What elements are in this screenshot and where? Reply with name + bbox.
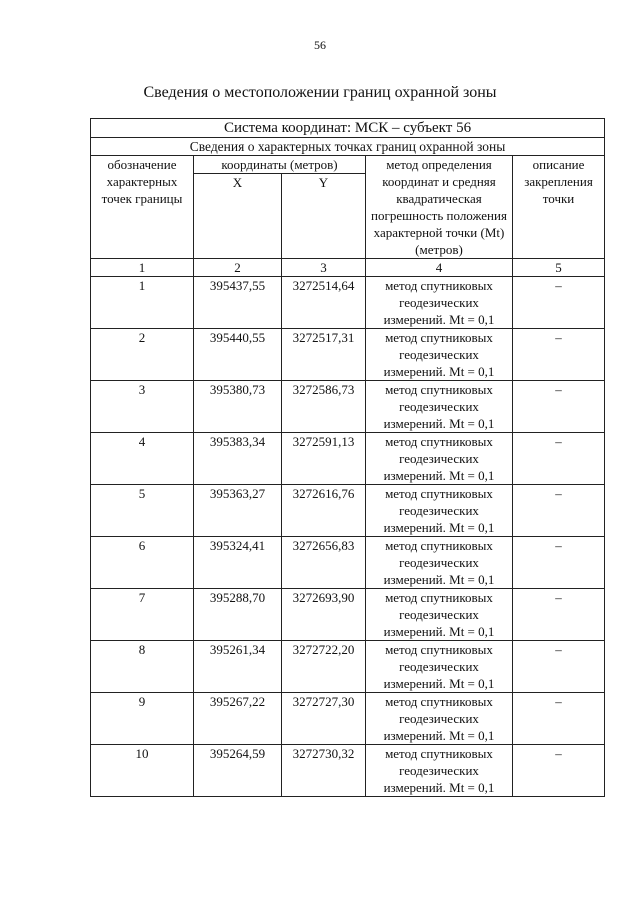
y-coordinate-cell: 3272730,32: [282, 745, 366, 797]
coordinate-system-cell: Система координат: МСК – субъект 56: [91, 119, 605, 138]
description-cell: –: [513, 693, 605, 745]
description-cell: –: [513, 745, 605, 797]
y-coordinate-cell: 3272586,73: [282, 381, 366, 433]
document-title: Сведения о местоположении границ охранной зоны: [143, 84, 497, 101]
table-row: [91, 381, 605, 433]
description-cell: –: [513, 641, 605, 693]
table-row: [91, 693, 605, 745]
x-coordinate-cell: 395380,73: [194, 381, 282, 433]
y-coordinate-cell: 3272591,13: [282, 433, 366, 485]
table-row: [91, 277, 605, 329]
point-number-cell: 8: [91, 641, 194, 693]
y-coordinate-cell: 3272616,76: [282, 485, 366, 537]
method-cell: метод спутниковых геодезических измерений. Mt = 0,1: [366, 277, 513, 329]
x-coordinate-cell: 395383,34: [194, 433, 282, 485]
header-designation: обозначение характерных точек границы: [91, 156, 194, 259]
table-row: [91, 641, 605, 693]
header-x: X: [194, 174, 282, 259]
x-coordinate-cell: 395267,22: [194, 693, 282, 745]
column-number: 5: [513, 259, 605, 277]
point-number-cell: 5: [91, 485, 194, 537]
table-row: [91, 433, 605, 485]
x-coordinate-cell: 395363,27: [194, 485, 282, 537]
y-coordinate-cell: 3272727,30: [282, 693, 366, 745]
y-coordinate-cell: 3272722,20: [282, 641, 366, 693]
table-row: [91, 589, 605, 641]
method-cell: метод спутниковых геодезических измерений. Mt = 0,1: [366, 589, 513, 641]
header-description: описание закрепления точки: [513, 156, 605, 259]
page-number: 56: [314, 38, 326, 52]
description-cell: –: [513, 433, 605, 485]
table-row: [91, 329, 605, 381]
description-cell: –: [513, 381, 605, 433]
method-cell: метод спутниковых геодезических измерений. Mt = 0,1: [366, 693, 513, 745]
section-title-cell: Сведения о характерных точках границ охранной зоны: [91, 138, 605, 156]
point-number-cell: 10: [91, 745, 194, 797]
point-number-cell: 1: [91, 277, 194, 329]
x-coordinate-cell: 395264,59: [194, 745, 282, 797]
point-number-cell: 9: [91, 693, 194, 745]
table-body: [91, 119, 605, 797]
method-cell: метод спутниковых геодезических измерений. Mt = 0,1: [366, 433, 513, 485]
method-cell: метод спутниковых геодезических измерений. Mt = 0,1: [366, 329, 513, 381]
header-coordinates: координаты (метров): [194, 156, 366, 174]
method-cell: метод спутниковых геодезических измерений. Mt = 0,1: [366, 537, 513, 589]
method-cell: метод спутниковых геодезических измерений. Mt = 0,1: [366, 745, 513, 797]
method-cell: метод спутниковых геодезических измерений. Mt = 0,1: [366, 381, 513, 433]
description-cell: –: [513, 537, 605, 589]
column-number: 3: [282, 259, 366, 277]
y-coordinate-cell: 3272514,64: [282, 277, 366, 329]
method-cell: метод спутниковых геодезических измерений. Mt = 0,1: [366, 641, 513, 693]
column-number: 1: [91, 259, 194, 277]
point-number-cell: 2: [91, 329, 194, 381]
boundary-points-table: [90, 118, 605, 797]
y-coordinate-cell: 3272517,31: [282, 329, 366, 381]
description-cell: –: [513, 329, 605, 381]
header-y: Y: [282, 174, 366, 259]
x-coordinate-cell: 395288,70: [194, 589, 282, 641]
header-method: метод определения координат и средняя квадратическая погрешность положения характерной точки (Mt) (метров): [366, 156, 513, 259]
method-cell: метод спутниковых геодезических измерений. Mt = 0,1: [366, 485, 513, 537]
column-number-row: [91, 259, 605, 277]
x-coordinate-cell: 395261,34: [194, 641, 282, 693]
table-row: [91, 745, 605, 797]
description-cell: –: [513, 277, 605, 329]
x-coordinate-cell: 395324,41: [194, 537, 282, 589]
table-row: [91, 537, 605, 589]
table-row: [91, 485, 605, 537]
y-coordinate-cell: 3272693,90: [282, 589, 366, 641]
point-number-cell: 7: [91, 589, 194, 641]
description-cell: –: [513, 589, 605, 641]
x-coordinate-cell: 395437,55: [194, 277, 282, 329]
description-cell: –: [513, 485, 605, 537]
point-number-cell: 4: [91, 433, 194, 485]
column-number: 4: [366, 259, 513, 277]
point-number-cell: 3: [91, 381, 194, 433]
y-coordinate-cell: 3272656,83: [282, 537, 366, 589]
x-coordinate-cell: 395440,55: [194, 329, 282, 381]
column-number: 2: [194, 259, 282, 277]
point-number-cell: 6: [91, 537, 194, 589]
